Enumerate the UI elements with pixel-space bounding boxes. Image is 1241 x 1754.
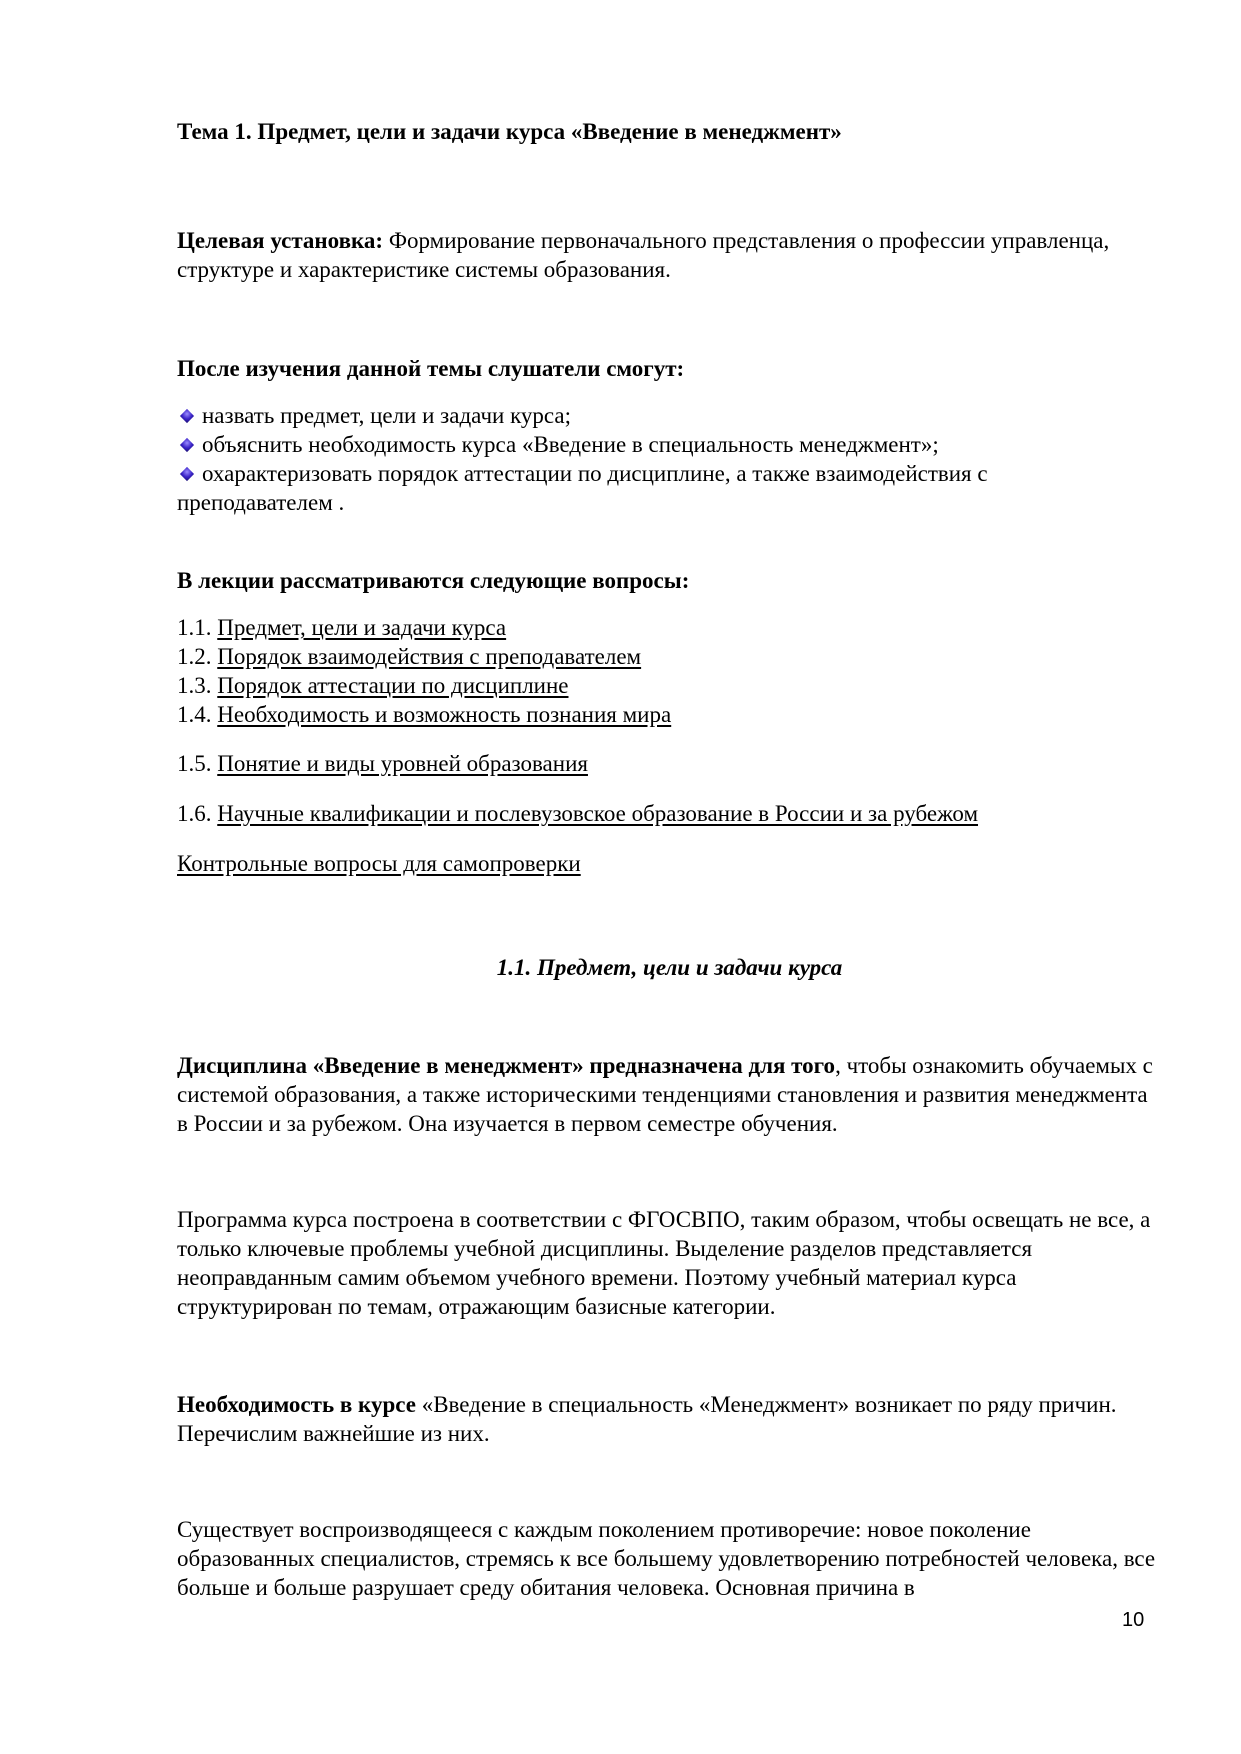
diamond-bullet-icon <box>180 437 194 451</box>
outcome-text: объяснить необходимость курса «Введение в специальность менеджмент»; <box>202 432 939 457</box>
paragraph-discipline: Дисциплина «Введение в менеджмент» предназначена для того, чтобы ознакомить обучаемых с системой образования, а также историческими тенденциями становления и развития менеджмента в России и за рубежом. Она изучается в первом семестре обучения. <box>177 1053 1153 1136</box>
outcome-continuation: преподавателем . <box>177 490 345 515</box>
toc-link[interactable]: Научные квалификации и послевузовское образование в России и за рубежом <box>217 801 979 826</box>
toc-list <box>177 613 1162 729</box>
toc-link[interactable]: Порядок аттестации по дисциплине <box>217 673 569 698</box>
outcome-text: охарактеризовать порядок аттестации по дисциплине, а также взаимодействия с <box>202 461 988 486</box>
toc-link[interactable]: Необходимость и возможность познания мира <box>217 702 672 727</box>
goal-label: Целевая установка: <box>177 228 384 253</box>
outcomes-list <box>177 401 1162 517</box>
outcome-text: назвать предмет, цели и задачи курса; <box>202 403 572 428</box>
toc-link[interactable]: Понятие и виды уровней образования <box>217 751 588 776</box>
toc-item: 1.3. Порядок аттестации по дисциплине <box>177 673 569 698</box>
list-item <box>177 459 1162 488</box>
self-check-link[interactable]: Контрольные вопросы для самопроверки <box>177 851 581 876</box>
section-title: 1.1. Предмет, цели и задачи курса <box>496 955 843 980</box>
goal-text: Формирование первоначального представления о профессии управленца, структуре и характеристике системы образования. <box>177 228 1110 282</box>
diamond-bullet-icon <box>180 466 194 480</box>
diamond-bullet-icon <box>180 408 194 422</box>
page-number: 10 <box>1122 1609 1145 1631</box>
paragraph-program: Программа курса построена в соответствии с ФГОСВПО, таким образом, чтобы освещать не все, а только ключевые проблемы учебной дисциплины. Выделение разделов представляется неоправданным самим объемом учебного времени. Поэтому учебный материал курса структурирован по темам, отражающим базисные категории. <box>177 1207 1151 1319</box>
toc-item: 1.6. Научные квалификации и послевузовское образование в России и за рубежом <box>177 801 979 826</box>
paragraph-contradiction: Существует воспроизводящееся с каждым поколением противоречие: новое поколение образованных специалистов, стремясь к все большему удовлетворению потребностей человека, все больше и больше разрушает среду обитания человека. Основная причина в <box>177 1517 1156 1600</box>
paragraph-necessity: Необходимость в курсе «Введение в специальность «Менеджмент» возникает по ряду причин. Перечислим важнейшие из них. <box>177 1392 1117 1446</box>
goal-paragraph <box>177 226 1162 284</box>
toc-link[interactable]: Предмет, цели и задачи курса <box>217 615 507 640</box>
list-item <box>177 401 1162 430</box>
toc-item: 1.4. Необходимость и возможность познания мира <box>177 702 672 727</box>
lecture-heading: В лекции рассматриваются следующие вопросы: <box>177 568 690 593</box>
toc-item: 1.1. Предмет, цели и задачи курса <box>177 615 507 640</box>
toc-item: 1.5. Понятие и виды уровней образования <box>177 751 588 776</box>
toc-item: 1.2. Порядок взаимодействия с преподавателем <box>177 644 642 669</box>
list-item <box>177 430 1162 459</box>
outcomes-heading: После изучения данной темы слушатели смогут: <box>177 356 685 381</box>
toc-link[interactable]: Порядок взаимодействия с преподавателем <box>217 644 642 669</box>
topic-title: Тема 1. Предмет, цели и задачи курса «Введение в менеджмент» <box>177 119 842 144</box>
self-check-link-row <box>177 849 1162 878</box>
